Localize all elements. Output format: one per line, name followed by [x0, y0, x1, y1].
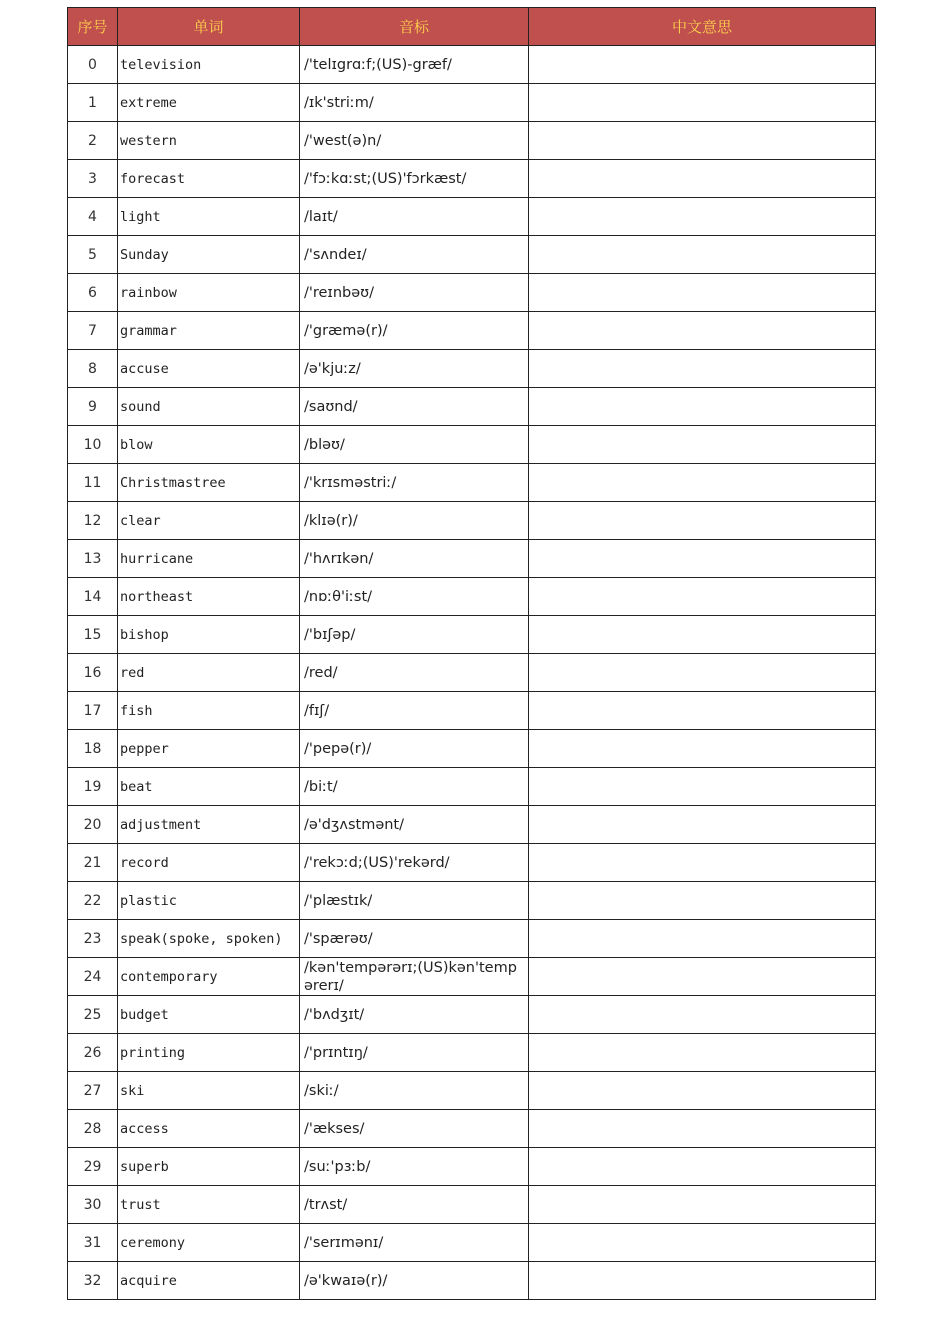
- row-meaning-cell[interactable]: [529, 1034, 876, 1072]
- row-word: extreme: [118, 84, 300, 122]
- table-row: [68, 692, 876, 730]
- row-index: 19: [68, 768, 118, 806]
- row-index: 0: [68, 46, 118, 84]
- row-phonetic: /'sʌndeɪ/: [300, 236, 529, 274]
- vocabulary-sheet: [67, 7, 875, 1300]
- table-row: [68, 882, 876, 920]
- row-word: record: [118, 844, 300, 882]
- row-meaning-cell[interactable]: [529, 920, 876, 958]
- row-word: grammar: [118, 312, 300, 350]
- row-index: 20: [68, 806, 118, 844]
- table-row: [68, 958, 876, 996]
- row-word: television: [118, 46, 300, 84]
- table-row: [68, 198, 876, 236]
- row-index: 6: [68, 274, 118, 312]
- row-index: 5: [68, 236, 118, 274]
- row-word: light: [118, 198, 300, 236]
- table-row: [68, 160, 876, 198]
- table-row: [68, 1186, 876, 1224]
- row-index: 32: [68, 1262, 118, 1300]
- row-meaning-cell[interactable]: [529, 654, 876, 692]
- row-meaning-cell[interactable]: [529, 464, 876, 502]
- row-word: ski: [118, 1072, 300, 1110]
- row-index: 2: [68, 122, 118, 160]
- table-row: [68, 274, 876, 312]
- header-word: 单词: [118, 8, 300, 46]
- row-phonetic: /bləʊ/: [300, 426, 529, 464]
- table-row: [68, 426, 876, 464]
- table-row: [68, 654, 876, 692]
- row-index: 12: [68, 502, 118, 540]
- row-meaning-cell[interactable]: [529, 730, 876, 768]
- row-word: forecast: [118, 160, 300, 198]
- row-phonetic: /nɒːθ'iːst/: [300, 578, 529, 616]
- row-phonetic: /'plæstɪk/: [300, 882, 529, 920]
- row-index: 26: [68, 1034, 118, 1072]
- header-row: [68, 8, 876, 46]
- row-word: clear: [118, 502, 300, 540]
- row-index: 10: [68, 426, 118, 464]
- table-row: [68, 84, 876, 122]
- row-phonetic: /red/: [300, 654, 529, 692]
- row-phonetic: /'serɪmənɪ/: [300, 1224, 529, 1262]
- row-index: 8: [68, 350, 118, 388]
- row-phonetic: /'prɪntɪŋ/: [300, 1034, 529, 1072]
- row-phonetic: /'reɪnbəʊ/: [300, 274, 529, 312]
- row-meaning-cell[interactable]: [529, 958, 876, 996]
- row-meaning-cell[interactable]: [529, 768, 876, 806]
- row-phonetic: /'telɪgrɑːf;(US)-græf/: [300, 46, 529, 84]
- row-phonetic: /laɪt/: [300, 198, 529, 236]
- row-meaning-cell[interactable]: [529, 996, 876, 1034]
- row-word: bishop: [118, 616, 300, 654]
- row-word: plastic: [118, 882, 300, 920]
- row-index: 3: [68, 160, 118, 198]
- row-meaning-cell[interactable]: [529, 122, 876, 160]
- header-phonetic: 音标: [300, 8, 529, 46]
- row-meaning-cell[interactable]: [529, 806, 876, 844]
- row-phonetic: /'rekɔːd;(US)'rekərd/: [300, 844, 529, 882]
- row-meaning-cell[interactable]: [529, 1110, 876, 1148]
- row-word: sound: [118, 388, 300, 426]
- table-body: [68, 46, 876, 1300]
- row-meaning-cell[interactable]: [529, 882, 876, 920]
- row-phonetic: /'bɪʃəp/: [300, 616, 529, 654]
- row-meaning-cell[interactable]: [529, 1224, 876, 1262]
- row-word: budget: [118, 996, 300, 1034]
- table-row: [68, 312, 876, 350]
- row-phonetic: /ɪk'striːm/: [300, 84, 529, 122]
- table-row: [68, 540, 876, 578]
- row-phonetic: /'græmə(r)/: [300, 312, 529, 350]
- row-word: superb: [118, 1148, 300, 1186]
- row-word: hurricane: [118, 540, 300, 578]
- row-phonetic: /'spærəʊ/: [300, 920, 529, 958]
- row-phonetic: /ə'kjuːz/: [300, 350, 529, 388]
- row-word: beat: [118, 768, 300, 806]
- row-meaning-cell[interactable]: [529, 502, 876, 540]
- table-row: [68, 920, 876, 958]
- row-index: 13: [68, 540, 118, 578]
- row-word: northeast: [118, 578, 300, 616]
- row-index: 31: [68, 1224, 118, 1262]
- table-row: [68, 1072, 876, 1110]
- row-meaning-cell[interactable]: [529, 540, 876, 578]
- table-row: [68, 122, 876, 160]
- row-index: 27: [68, 1072, 118, 1110]
- row-index: 15: [68, 616, 118, 654]
- row-index: 28: [68, 1110, 118, 1148]
- row-word: contemporary: [118, 958, 300, 996]
- row-index: 1: [68, 84, 118, 122]
- row-word: accuse: [118, 350, 300, 388]
- row-phonetic: /klɪə(r)/: [300, 502, 529, 540]
- row-word: blow: [118, 426, 300, 464]
- row-phonetic: /kən'tempərərɪ;(US)kən'tempərerɪ/: [300, 958, 529, 996]
- row-phonetic: /trʌst/: [300, 1186, 529, 1224]
- row-phonetic: /ə'kwaɪə(r)/: [300, 1262, 529, 1300]
- table-row: [68, 236, 876, 274]
- row-word: acquire: [118, 1262, 300, 1300]
- table-row: [68, 1224, 876, 1262]
- row-index: 30: [68, 1186, 118, 1224]
- table-row: [68, 1110, 876, 1148]
- row-meaning-cell[interactable]: [529, 1186, 876, 1224]
- row-meaning-cell[interactable]: [529, 1072, 876, 1110]
- row-meaning-cell[interactable]: [529, 46, 876, 84]
- row-index: 21: [68, 844, 118, 882]
- row-index: 11: [68, 464, 118, 502]
- row-word: pepper: [118, 730, 300, 768]
- row-meaning-cell[interactable]: [529, 312, 876, 350]
- row-phonetic: /'ækses/: [300, 1110, 529, 1148]
- table-row: [68, 844, 876, 882]
- table-row: [68, 1034, 876, 1072]
- row-phonetic: /fɪʃ/: [300, 692, 529, 730]
- row-meaning-cell[interactable]: [529, 426, 876, 464]
- row-index: 4: [68, 198, 118, 236]
- row-meaning-cell[interactable]: [529, 274, 876, 312]
- row-phonetic: /'west(ə)n/: [300, 122, 529, 160]
- header-meaning: 中文意思: [529, 8, 876, 46]
- row-meaning-cell[interactable]: [529, 616, 876, 654]
- header-index: 序号: [68, 8, 118, 46]
- table-row: [68, 502, 876, 540]
- row-word: speak(spoke, spoken): [118, 920, 300, 958]
- row-word: Christmastree: [118, 464, 300, 502]
- table-row: [68, 464, 876, 502]
- row-meaning-cell[interactable]: [529, 578, 876, 616]
- row-meaning-cell[interactable]: [529, 84, 876, 122]
- table-row: [68, 350, 876, 388]
- row-word: rainbow: [118, 274, 300, 312]
- row-word: red: [118, 654, 300, 692]
- row-word: adjustment: [118, 806, 300, 844]
- row-meaning-cell[interactable]: [529, 350, 876, 388]
- table-row: [68, 996, 876, 1034]
- row-phonetic: /'pepə(r)/: [300, 730, 529, 768]
- row-phonetic: /'krɪsməstriː/: [300, 464, 529, 502]
- row-index: 24: [68, 958, 118, 996]
- row-index: 14: [68, 578, 118, 616]
- table-row: [68, 730, 876, 768]
- row-index: 23: [68, 920, 118, 958]
- row-meaning-cell[interactable]: [529, 692, 876, 730]
- row-meaning-cell[interactable]: [529, 388, 876, 426]
- table-row: [68, 578, 876, 616]
- table-row: [68, 768, 876, 806]
- row-word: fish: [118, 692, 300, 730]
- table-row: [68, 388, 876, 426]
- row-meaning-cell[interactable]: [529, 198, 876, 236]
- row-index: 22: [68, 882, 118, 920]
- row-meaning-cell[interactable]: [529, 160, 876, 198]
- row-word: western: [118, 122, 300, 160]
- row-meaning-cell[interactable]: [529, 1262, 876, 1300]
- row-index: 7: [68, 312, 118, 350]
- row-meaning-cell[interactable]: [529, 844, 876, 882]
- row-phonetic: /biːt/: [300, 768, 529, 806]
- row-phonetic: /suː'pɜːb/: [300, 1148, 529, 1186]
- row-word: Sunday: [118, 236, 300, 274]
- table-row: [68, 1262, 876, 1300]
- row-index: 9: [68, 388, 118, 426]
- row-phonetic: /skiː/: [300, 1072, 529, 1110]
- row-index: 29: [68, 1148, 118, 1186]
- row-phonetic: /ə'dʒʌstmənt/: [300, 806, 529, 844]
- row-index: 18: [68, 730, 118, 768]
- vocabulary-table: [67, 7, 876, 1300]
- row-phonetic: /saʊnd/: [300, 388, 529, 426]
- row-word: access: [118, 1110, 300, 1148]
- row-meaning-cell[interactable]: [529, 1148, 876, 1186]
- row-phonetic: /'bʌdʒɪt/: [300, 996, 529, 1034]
- row-word: ceremony: [118, 1224, 300, 1262]
- row-index: 16: [68, 654, 118, 692]
- row-word: printing: [118, 1034, 300, 1072]
- row-word: trust: [118, 1186, 300, 1224]
- table-row: [68, 806, 876, 844]
- table-row: [68, 616, 876, 654]
- row-index: 25: [68, 996, 118, 1034]
- row-meaning-cell[interactable]: [529, 236, 876, 274]
- row-index: 17: [68, 692, 118, 730]
- row-phonetic: /'hʌrɪkən/: [300, 540, 529, 578]
- table-row: [68, 46, 876, 84]
- row-phonetic: /'fɔːkɑːst;(US)'fɔrkæst/: [300, 160, 529, 198]
- table-row: [68, 1148, 876, 1186]
